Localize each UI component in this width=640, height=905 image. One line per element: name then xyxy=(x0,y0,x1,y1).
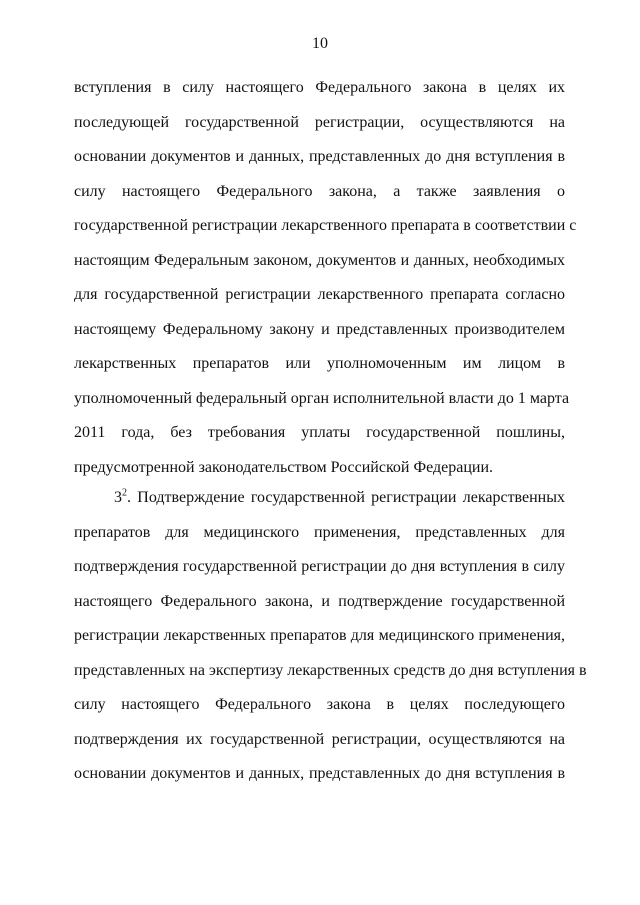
text-line: предусмотренной законодательством Российской Федерации. xyxy=(74,458,494,476)
page-number: 10 xyxy=(312,35,328,52)
text-line: вступления в силу настоящего Федерального закона в целях их xyxy=(74,79,565,96)
text-line: настоящего Федерального закона, и подтверждение государственной xyxy=(74,592,565,610)
item-number: 3 xyxy=(114,489,122,506)
text-line: для государственной регистрации лекарственного препарата согласно xyxy=(74,286,565,303)
text-line: основании документов и данных, представленных до дня вступления в xyxy=(74,148,565,165)
paragraph-continuation xyxy=(74,78,577,492)
paragraph-item-3-2 xyxy=(74,487,587,799)
text-line: силу настоящего Федерального закона, а также заявления о xyxy=(74,182,565,200)
text-line: настоящим Федеральным законом, документов и данных, необходимых xyxy=(74,251,565,269)
item-first-line-text: . Подтверждение государственной регистрации лекарственных xyxy=(127,489,565,506)
text-line: государственной регистрации лекарственного препарата в соответствии с xyxy=(74,217,577,234)
text-line: настоящему Федеральному закону и представленных производителем xyxy=(74,320,565,338)
text-line: 2011 года, без требования уплаты государственной пошлины, xyxy=(74,424,565,441)
text-line: уполномоченный федеральный орган исполнительной власти до 1 марта xyxy=(74,389,570,407)
text-line: регистрации лекарственных препаратов для медицинского применения, xyxy=(74,627,565,644)
text-line: подтверждения государственной регистрации до дня вступления в силу xyxy=(74,558,565,575)
text-line: подтверждения их государственной регистрации, осуществляются на xyxy=(74,730,565,748)
text-line: силу настоящего Федерального закона в целях последующего xyxy=(74,696,565,713)
item-heading-line xyxy=(74,488,565,523)
text-line: представленных на экспертизу лекарственных средств до дня вступления в xyxy=(74,661,587,679)
item-superscript: 2 xyxy=(122,487,127,499)
text-line: последующей государственной регистрации, осуществляются на xyxy=(74,113,565,131)
text-line: основании документов и данных, представленных до дня вступления в xyxy=(74,765,565,782)
text-line: лекарственных препаратов или уполномоченным им лицом в xyxy=(74,355,565,372)
text-line: препаратов для медицинского применения, представленных для xyxy=(74,523,565,541)
